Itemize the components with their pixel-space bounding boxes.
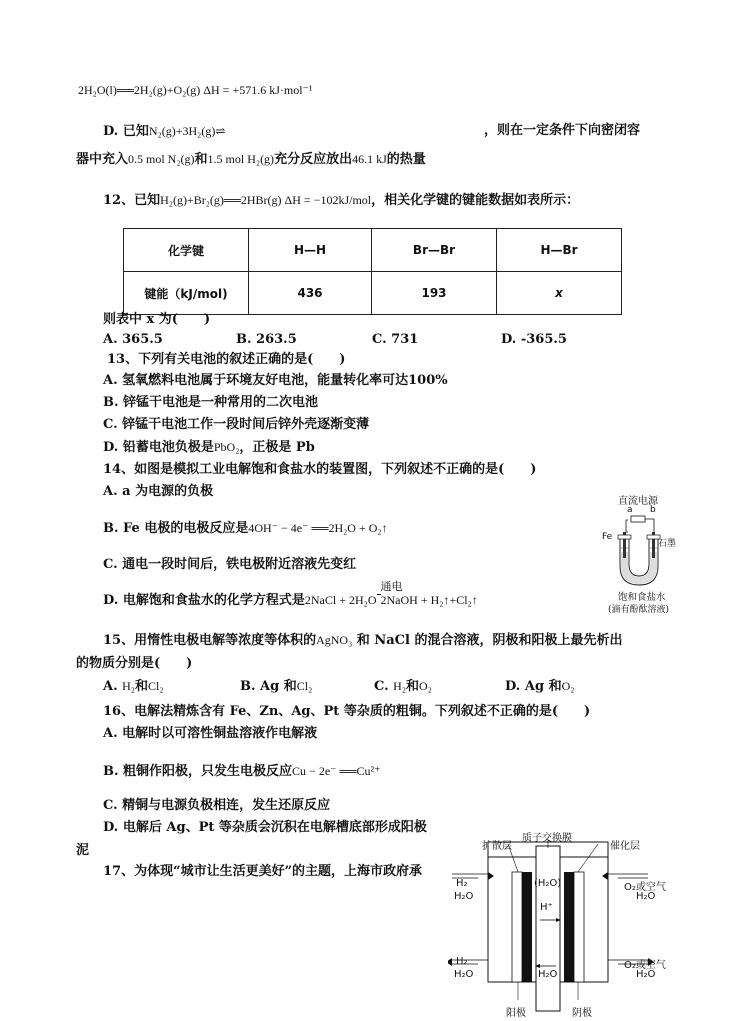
label-h2o-top-left: H₂O (454, 891, 474, 902)
table-header: H—H (249, 229, 372, 272)
q12-stem (103, 192, 579, 209)
label-h2o-top-right: H₂O (636, 891, 656, 902)
q15-line2: 的物质分别是( ) (76, 656, 193, 671)
q13-option-d (103, 439, 315, 456)
q11d-label: D. 已知 (103, 124, 149, 139)
label-anode: 阳极 (506, 1008, 526, 1019)
bond-energy-table (123, 228, 622, 315)
q14d-a: D. 电解饱和食盐水的化学方程式是 (103, 593, 305, 608)
q12-option-c: C. 731 (372, 332, 419, 347)
q16-option-a: A. 电解时以可溶性铜盐溶液作电解液 (103, 726, 318, 741)
table-cell: 436 (249, 272, 372, 315)
q15d-p: D. Ag 和 (505, 679, 562, 694)
q13-option-b: B. 锌锰干电池是一种常用的二次电池 (103, 395, 319, 410)
q14d-condition: 通电 (380, 581, 403, 593)
q13d-formula: PbO₂ (213, 440, 240, 454)
q11d-v1: 0.5 mol N₂(g) (128, 152, 195, 166)
q16-option-b (103, 763, 380, 780)
label-hplus: H⁺ (540, 902, 553, 913)
q16-option-c: C. 精铜与电源负极相连，发生还原反应 (103, 798, 331, 813)
q13-stem: 13、下列有关电池的叙述正确的是( ) (107, 352, 346, 367)
q14-stem: 14、如图是模拟工业电解饱和食盐水的装置图，下列叙述不正确的是( ) (103, 462, 537, 477)
q14-option-d (103, 581, 478, 609)
q15d-f: O₂ (561, 679, 575, 693)
q15-f1: AgNO₃ (316, 633, 353, 647)
fig-caption-2: (滴有酚酞溶液) (608, 605, 670, 615)
q14d-f2: 2NaOH + H₂↑+Cl₂↑ (380, 593, 478, 607)
table-row (124, 229, 622, 272)
q12-ask: 则表中 x 为( ) (103, 312, 211, 327)
label-h2o-bottom-right: H₂O (636, 969, 656, 980)
table-cell: 193 (372, 272, 497, 315)
q11-option-d (103, 123, 225, 140)
label-h2o-center: H₂O (538, 969, 558, 980)
q14-option-a: A. a 为电源的负极 (103, 484, 214, 499)
q16-option-d: D. 电解后 Ag、Pt 等杂质会沉积在电解槽底部形成阳极 (103, 820, 427, 835)
q12-tail: ，相关化学键的键能数据如表所示： (371, 193, 580, 208)
q12-option-a: A. 365.5 (103, 332, 163, 347)
q16-stem: 16、电解法精炼含有 Fe、Zn、Ag、Pt 等杂质的粗铜。下列叙述不正确的是( ) (103, 704, 591, 719)
q15c-m: 和 (406, 679, 420, 694)
label-h2-top: H₂ (456, 878, 468, 889)
thermo-equation: 2H₂O(l)══2H₂(g)+O₂(g) ΔH = +571.6 kJ·mol⁻¹ (78, 83, 313, 97)
fig-b-label: b (650, 505, 656, 515)
table-row (124, 272, 622, 315)
fig-a-label: a (627, 505, 633, 515)
fig-caption-1: 饱和食盐水 (618, 592, 666, 603)
q15c-p: C. (374, 679, 394, 694)
label-diffusion-layer: 扩散层 (482, 841, 512, 852)
q13-option-a: A. 氢氧燃料电池属于环境友好电池，能量转化率可达100% (103, 373, 448, 388)
label-h2o-bottom-left: H₂O (454, 969, 474, 980)
q15b-f: Cl₂ (296, 679, 313, 693)
q11d-and: 和 (194, 152, 208, 167)
label-membrane: 质子交换膜 (522, 833, 572, 844)
table-cell: x (497, 272, 622, 315)
q15a-f: H₂ (122, 679, 135, 693)
label-h2o-paren: (H₂O) (534, 878, 562, 889)
q15c-f: H₂ (393, 679, 407, 693)
q15-option-a (103, 678, 164, 695)
q12-option-d: D. -365.5 (501, 332, 567, 347)
q11d-v2: 1.5 mol H₂(g) (207, 152, 275, 166)
table-cell: 键能（kJ/mol) (124, 272, 249, 315)
q13d-b: ，正极是 Pb (239, 440, 315, 455)
q11d-l2c: 的热量 (386, 152, 426, 167)
fuel-cell-diagram (448, 832, 694, 1021)
q13-option-c: C. 锌锰干电池工作一段时间后锌外壳逐渐变薄 (103, 417, 370, 432)
q11d-l2a: 器中充入 (76, 152, 129, 167)
q11d-equation: N₂(g)+3H₂(g)⇌ (148, 124, 226, 138)
q11d-l2b: 充分反应放出 (274, 152, 353, 167)
q15-a: 15、用惰性电极电解等浓度等体积的 (103, 633, 317, 648)
q16b-formula: Cu − 2e⁻ ══Cu²⁺ (292, 764, 381, 778)
q15-option-d (505, 678, 574, 695)
q15-option-b (240, 678, 312, 695)
fig-graphite-label: 石墨 (658, 539, 677, 549)
q15c-g: O₂ (419, 679, 432, 693)
q13d-a: D. 铅蓄电池负极是 (103, 440, 214, 455)
label-o2-bottom: O₂或空气 (624, 960, 666, 971)
q15b-p: B. Ag 和 (240, 679, 297, 694)
q11d-line2 (76, 151, 426, 168)
q14-option-b (103, 520, 388, 537)
q14d-f1: 2NaCl + 2H₂O (304, 593, 377, 607)
table-header: Br—Br (372, 229, 497, 272)
q16-option-d-cont: 泥 (76, 843, 90, 858)
fuel-cell-figure (448, 832, 694, 1021)
q15-option-c (374, 678, 432, 695)
electrolysis-figure (598, 492, 710, 617)
q12-equation: H₂(g)+Br₂(g)══2HBr(g) ΔH = −102kJ/mol (160, 193, 372, 207)
q11d-tail: ，则在一定条件下向密闭容 (484, 123, 641, 138)
q14b-a: B. Fe 电极的电极反应是 (103, 521, 249, 536)
label-catalyst-layer: 催化层 (610, 841, 640, 852)
q14-option-c: C. 通电一段时间后，铁电极附近溶液先变红 (103, 557, 357, 572)
q15a-m: 和 (135, 679, 149, 694)
q15-line1 (103, 632, 622, 649)
q17-stem: 17、为体现“城市让生活更美好”的主题，上海市政府承 (103, 864, 423, 879)
fig-power-label: 直流电源 (618, 496, 658, 507)
table-header: 化学键 (124, 229, 249, 272)
label-o2-top: O₂或空气 (624, 882, 666, 893)
q12-stem-a: 12、已知 (103, 193, 161, 208)
q14b-formula: 4OH⁻ − 4e⁻ ══2H₂O + O₂↑ (248, 521, 388, 535)
q15a-g: Cl₂ (148, 679, 164, 693)
q15a-p: A. (103, 679, 123, 694)
q16b-a: B. 粗铜作阳极，只发生电极反应 (103, 764, 293, 779)
q15-b: 和 NaCl 的混合溶液，阴极和阳极上最先析出 (352, 633, 623, 648)
fig-fe-label: Fe (602, 532, 613, 542)
q12-option-b: B. 263.5 (236, 332, 297, 347)
label-cathode: 阴极 (572, 1008, 592, 1019)
q11d-v3: 46.1 kJ (352, 152, 387, 166)
label-h2-bottom: H₂ (456, 956, 468, 967)
table-header: H—Br (497, 229, 622, 272)
